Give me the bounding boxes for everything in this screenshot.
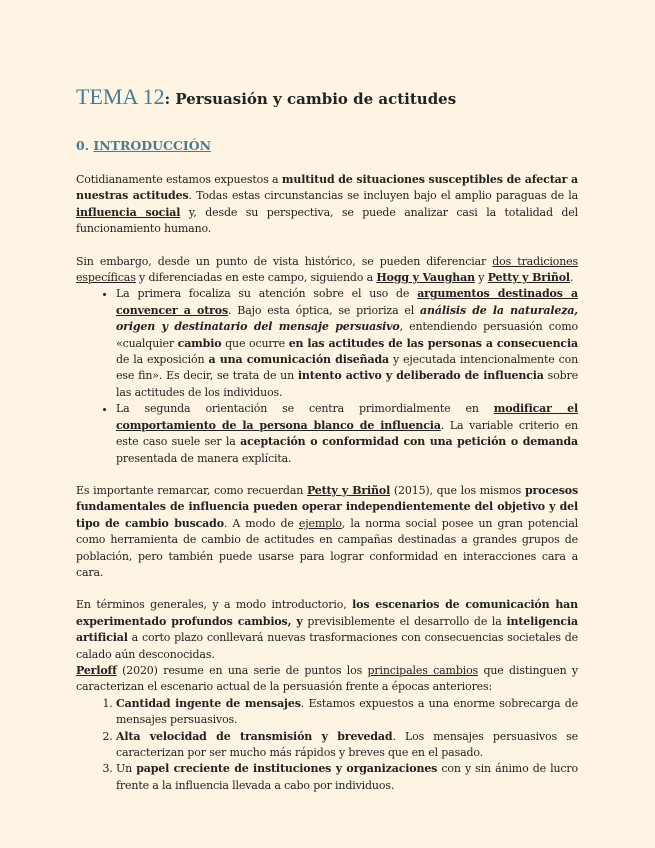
bold-run: papel creciente de instituciones y organizaciones <box>136 762 438 776</box>
text-run: . Bajo esta óptica, se prioriza el <box>228 303 421 317</box>
tema-label: TEMA 12 <box>76 84 165 109</box>
bold-underline-run: argumentos destinados a convencer a otros <box>116 287 578 317</box>
bold-run: multitud de situaciones susceptibles de afectar a nuestras actitudes <box>76 173 578 203</box>
list-item <box>116 696 578 729</box>
bold-run: a una comunicación diseñada <box>208 353 389 367</box>
bold-run: , y <box>287 614 303 628</box>
paragraph-scenarios <box>76 597 578 663</box>
text-run: Un <box>116 762 137 776</box>
bold-underline-run: influencia social <box>76 205 181 219</box>
text-run: , entendiendo persuasión como «cualquier <box>116 320 578 350</box>
text-run: y, desde su perspectiva, se puede analizar casi la totalidad del funcionamiento humano. <box>76 205 579 236</box>
text-run: de la exposición <box>116 353 209 367</box>
text-run: a corto plazo conllevará nuevas trasformaciones con consecuencias societales de calado aún desconocidas. <box>76 631 578 661</box>
paragraph-traditions <box>76 254 578 287</box>
section-heading <box>76 138 211 153</box>
paragraph-processes <box>76 483 578 581</box>
bold-run: aceptación o conformidad con una petición o demanda <box>240 435 578 449</box>
section-title: INTRODUCCIÓN <box>93 138 212 153</box>
text-run: . Los mensajes persuasivos se caracterizan por ser mucho más rápidos y breves que en el pasado. <box>116 729 578 759</box>
bold-italic-run: análisis de la naturaleza, origen y destinatario del mensaje persuasivo <box>116 303 578 334</box>
text-run: Cotidianamente estamos expuestos a <box>76 173 282 186</box>
paragraph-perloff <box>76 663 578 696</box>
body-text <box>76 172 578 794</box>
numbered-list <box>76 696 578 794</box>
text-run: Es importante remarcar, como recuerdan <box>76 483 307 497</box>
text-run: La segunda orientación se centra primordialmente en <box>116 402 494 416</box>
text-run: que ocurre <box>221 336 289 350</box>
text-run: . <box>569 271 574 285</box>
text-run: y <box>474 271 488 285</box>
text-run: . Estamos expuestos a una enorme sobrecarga de mensajes persuasivos. <box>116 696 579 727</box>
bold-run: Cantidad ingente de mensajes <box>116 696 301 710</box>
text-run: . A modo de <box>223 516 299 530</box>
text-run: sobre las actitudes de los individuos. <box>116 369 578 399</box>
text-run: previsiblemente el desarrollo de la <box>302 614 507 628</box>
text-run: La primera focaliza su atención sobre el uso de <box>116 287 418 301</box>
list-item <box>116 286 578 401</box>
text-run: presentada de manera explícita. <box>116 451 292 465</box>
bullet-list <box>76 286 578 466</box>
text-run: y diferenciadas en este campo, siguiendo a <box>135 271 377 285</box>
text-run: . La variable criterio en este caso suele ser la <box>116 418 578 449</box>
text-run: (2020) resume en una serie de puntos los <box>116 663 368 677</box>
author-petty-brinol: Petty y Briñol <box>487 271 570 285</box>
list-item <box>116 761 578 794</box>
text-run: (2015), que los mismos <box>390 483 525 497</box>
bold-underline-run: modificar el comportamiento de la persona blanco de influencia <box>116 402 579 432</box>
underline-run: dos tradiciones específicas <box>76 254 578 285</box>
bold-run: inteligencia artificial <box>76 614 578 645</box>
text-run: En términos generales, y a modo introductorio, <box>76 598 353 612</box>
bold-run: intento activo y deliberado de influencia <box>297 369 544 383</box>
bold-run: en las actitudes de las personas a consecuencia <box>288 336 578 350</box>
section-number: 0. <box>76 138 94 153</box>
text-run: . Todas estas circunstancias se incluyen bajo el amplio paraguas de la <box>188 189 579 203</box>
bold-run: procesos fundamentales de influencia pueden operar independientemente del objetivo y del tipo de cambio buscado <box>76 483 578 530</box>
author-petty-brinol: Petty y Briñol <box>306 483 391 497</box>
bold-run: cambio <box>177 336 222 350</box>
underline-run: principales cambios <box>367 663 479 677</box>
paragraph-intro <box>76 172 578 238</box>
bold-run: los escenarios de comunicación han experimentado profundos cambios <box>76 598 579 628</box>
underline-run: ejemplo <box>298 516 342 530</box>
text-run: que distinguen y caracterizan el escenario actual de la persuasión frente a épocas anteriores: <box>76 663 578 694</box>
tema-title: : Persuasión y cambio de actitudes <box>164 90 457 108</box>
text-run: con y sin ánimo de lucro frente a la influencia llevada a cabo por individuos. <box>116 762 578 792</box>
text-run: Sin embargo, desde un punto de vista histórico, se pueden diferenciar <box>76 254 493 268</box>
list-item <box>116 401 578 467</box>
author-hogg-vaughan: Hogg y Vaughan <box>376 271 475 285</box>
list-item <box>116 729 578 762</box>
bold-run: Alta velocidad de transmisión y brevedad <box>116 729 393 743</box>
text-run: , la norma social posee un gran potencial como herramienta de cambio de actitudes en campañas destinadas a grandes grupos de población, pero también puede usarse para lograr conformidad en interacciones cara a cara. <box>76 516 579 579</box>
page-title <box>76 74 456 112</box>
author-perloff: Perloff <box>76 663 117 677</box>
text-run: y ejecutada intencionalmente con ese fin». Es decir, se trata de un <box>116 353 579 383</box>
